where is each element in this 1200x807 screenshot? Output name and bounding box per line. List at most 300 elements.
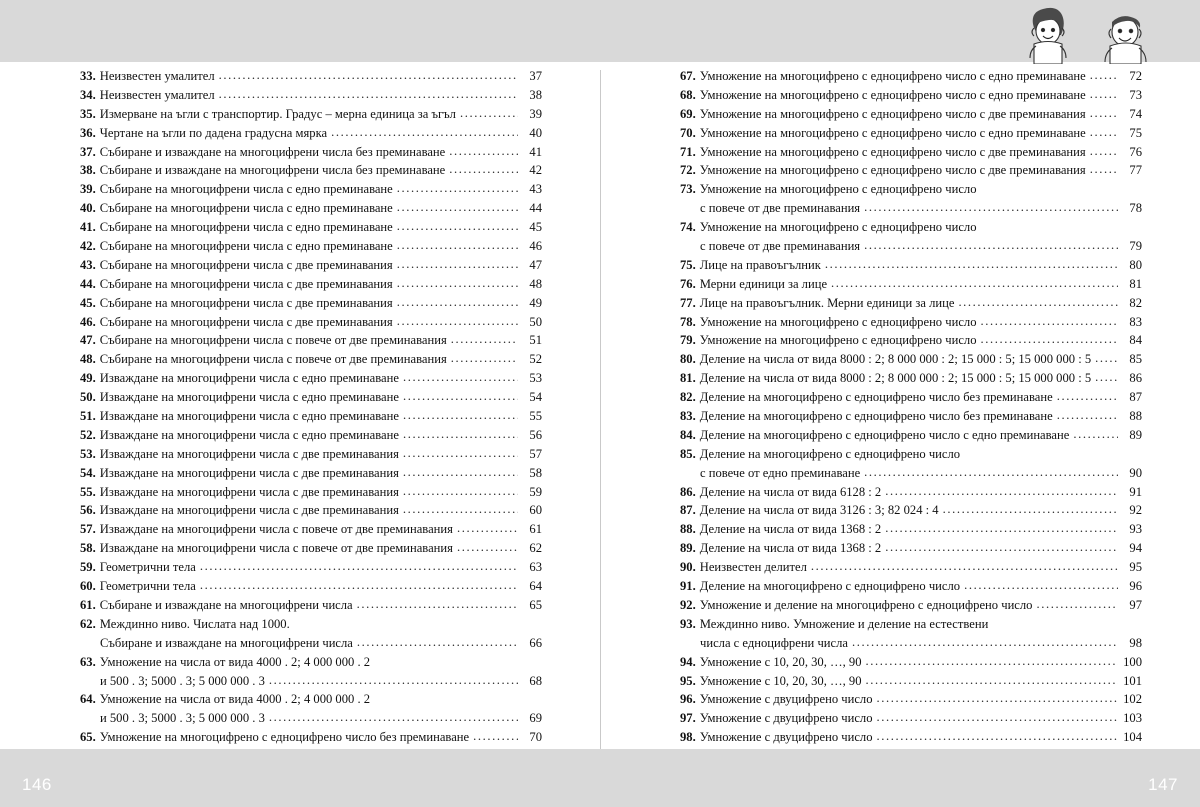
entry-page: 79: [1129, 239, 1142, 254]
entry-page: 37: [529, 69, 542, 83]
entry-page: 100: [1123, 654, 1142, 669]
entry-number: 98.: [680, 730, 696, 745]
leader-dots: [397, 182, 518, 195]
toc-column-left: [0, 70, 600, 769]
leader-dots: [864, 201, 1118, 214]
leader-dots: [357, 598, 518, 611]
leader-dots: [449, 163, 518, 176]
toc-entry[interactable]: [80, 297, 542, 310]
leader-dots: [866, 655, 1119, 668]
leader-dots: [877, 711, 1118, 724]
entry-number: 60.: [80, 579, 96, 594]
leader-dots: [397, 239, 518, 252]
entry-page: 59: [529, 484, 542, 499]
entry-number: 38.: [80, 163, 96, 178]
entry-number: 54.: [80, 465, 96, 480]
entry-number: 83.: [680, 409, 696, 424]
entry-title: Събиране на многоцифрени числа с две преминавания: [99, 257, 393, 272]
entry-number: 67.: [680, 69, 696, 83]
entry-title: Умножение на многоцифрено с едноцифрено число: [699, 333, 977, 348]
toc-entry-continuation[interactable]: [680, 202, 1142, 215]
toc-entry[interactable]: [680, 448, 1142, 461]
leader-dots: [877, 730, 1118, 743]
entry-page: 41: [529, 144, 542, 159]
toc-entry[interactable]: [680, 523, 1142, 536]
entry-title: с повече от две преминавания: [700, 201, 861, 216]
entry-title: Събиране на многоцифрени числа с едно преминаване: [99, 239, 393, 254]
entry-number: 55.: [80, 484, 96, 499]
entry-page: 88: [1129, 409, 1142, 424]
toc-entry[interactable]: [680, 656, 1142, 669]
entry-title: Умножение с 10, 20, 30, …, 90: [699, 673, 862, 688]
entry-page: 46: [529, 239, 542, 254]
page-number-right: 147: [1148, 775, 1178, 794]
entry-number: 88.: [680, 522, 696, 537]
leader-dots: [1057, 390, 1118, 403]
leader-dots: [357, 636, 518, 649]
entry-page: 94: [1129, 541, 1142, 556]
entry-number: 65.: [80, 730, 96, 745]
entry-number: 52.: [80, 427, 96, 442]
entry-title: Неизвестен умалител: [99, 69, 215, 83]
entry-number: 97.: [680, 711, 696, 726]
entry-page: 101: [1123, 673, 1142, 688]
leader-dots: [811, 560, 1118, 573]
toc-entry[interactable]: [80, 108, 542, 121]
toc-entry[interactable]: [80, 221, 542, 234]
toc-entry[interactable]: [680, 542, 1142, 555]
entry-page: 84: [1129, 333, 1142, 348]
toc-entry[interactable]: [680, 693, 1142, 706]
toc-entry[interactable]: [680, 89, 1142, 102]
entry-page: 42: [529, 163, 542, 178]
leader-dots: [1090, 163, 1118, 176]
toc-entry[interactable]: [80, 146, 542, 159]
leader-dots: [981, 315, 1119, 328]
entry-number: 80.: [680, 352, 696, 367]
leader-dots: [943, 503, 1118, 516]
entry-number: 40.: [80, 201, 96, 216]
entry-number: 48.: [80, 352, 96, 367]
entry-title: Умножение на многоцифрено с едноцифрено число с две преминавания: [699, 106, 1086, 121]
entry-page: 75: [1129, 125, 1142, 140]
entry-title: с повече от две преминавания: [700, 239, 861, 254]
entry-number: 91.: [680, 579, 696, 594]
toc-entry[interactable]: [680, 675, 1142, 688]
entry-page: 54: [529, 390, 542, 405]
entry-number: 63.: [80, 654, 96, 669]
toc-entry[interactable]: [80, 618, 542, 631]
entry-title: Събиране на многоцифрени числа с две преминавания: [99, 276, 393, 291]
toc-entry[interactable]: [680, 372, 1142, 385]
toc-entry[interactable]: [80, 372, 542, 385]
entry-number: 44.: [80, 276, 96, 291]
entry-title: Деление на многоцифрено с едноцифрено число с едно преминаване: [699, 427, 1070, 442]
entry-page: 73: [1129, 87, 1142, 102]
entry-number: 62.: [80, 616, 96, 631]
toc-entry[interactable]: [80, 429, 542, 442]
entry-page: 63: [529, 560, 542, 575]
toc-entry[interactable]: [680, 278, 1142, 291]
toc-entry[interactable]: [680, 410, 1142, 423]
toc-entry[interactable]: [680, 429, 1142, 442]
entry-number: 94.: [680, 654, 696, 669]
entry-page: 64: [529, 579, 542, 594]
leader-dots: [885, 485, 1118, 498]
entry-title: Деление на числа от вида 8000 : 2; 8 000 000 : 2; 15 000 : 5; 15 000 000 : 5: [699, 352, 1092, 367]
entry-title: и 500 . 3; 5000 . 3; 5 000 000 . 3: [100, 711, 265, 726]
toc-entry[interactable]: [80, 89, 542, 102]
toc-entry-continuation[interactable]: [80, 712, 542, 725]
entry-title: Деление на многоцифрено с едноцифрено число без преминаване: [699, 390, 1053, 405]
leader-dots: [449, 145, 518, 158]
entry-number: 96.: [680, 692, 696, 707]
toc-entry[interactable]: [80, 486, 542, 499]
entry-title: Деление на числа от вида 6128 : 2: [699, 484, 882, 499]
entry-page: 74: [1129, 106, 1142, 121]
toc-entry[interactable]: [80, 353, 542, 366]
leader-dots: [831, 277, 1118, 290]
toc-entry[interactable]: [680, 618, 1142, 631]
toc-entry[interactable]: [680, 108, 1142, 121]
entry-page: 66: [529, 635, 542, 650]
leader-dots: [1090, 126, 1118, 139]
leader-dots: [403, 503, 518, 516]
bottom-footer-band: [0, 749, 1200, 807]
entry-number: 46.: [80, 314, 96, 329]
entry-page: 57: [529, 446, 542, 461]
leader-dots: [1090, 88, 1118, 101]
toc-entry[interactable]: [680, 504, 1142, 517]
toc-entry[interactable]: [680, 561, 1142, 574]
toc-entry[interactable]: [80, 599, 542, 612]
leader-dots: [403, 409, 518, 422]
toc-entry[interactable]: [680, 353, 1142, 366]
entry-page: 44: [529, 201, 542, 216]
toc-entry[interactable]: [80, 334, 542, 347]
entry-page: 39: [529, 106, 542, 121]
entry-number: 35.: [80, 106, 96, 121]
entry-number: 73.: [680, 182, 696, 197]
entry-title: Неизвестен умалител: [99, 87, 215, 102]
entry-title: Мерни единици за лице: [699, 276, 828, 291]
toc-entry[interactable]: [80, 656, 542, 669]
entry-title: Умножение и деление на многоцифрено с едноцифрено число: [699, 597, 1033, 612]
entry-title: Геометрични тела: [99, 560, 196, 575]
leader-dots: [397, 277, 518, 290]
leader-dots: [397, 201, 518, 214]
entry-number: 95.: [680, 673, 696, 688]
toc-entry[interactable]: [80, 523, 542, 536]
entry-number: 36.: [80, 125, 96, 140]
entry-number: 92.: [680, 597, 696, 612]
entry-page: 96: [1129, 579, 1142, 594]
toc-entry[interactable]: [680, 127, 1142, 140]
entry-title: Деление на многоцифрено с едноцифрено число: [699, 579, 961, 594]
entry-title: Събиране на многоцифрени числа с едно преминаване: [99, 201, 393, 216]
toc-entry[interactable]: [680, 580, 1142, 593]
entry-title: Умножение на многоцифрено с едноцифрено число с едно преминаване: [699, 87, 1086, 102]
entry-title: Събиране на многоцифрени числа с две преминавания: [99, 295, 393, 310]
leader-dots: [331, 126, 518, 139]
toc-entry[interactable]: [80, 240, 542, 253]
entry-title: Изваждане на многоцифрени числа с две преминавания: [99, 465, 399, 480]
entry-number: 56.: [80, 503, 96, 518]
entry-page: 82: [1129, 295, 1142, 310]
entry-title: Умножение на многоцифрено с едноцифрено число с две преминавания: [699, 144, 1086, 159]
entry-title: Умножение с 10, 20, 30, …, 90: [699, 654, 862, 669]
entry-page: 78: [1129, 201, 1142, 216]
entry-number: 53.: [80, 446, 96, 461]
toc-entry[interactable]: [80, 164, 542, 177]
entry-number: 59.: [80, 560, 96, 575]
entry-title: с повече от едно преминаване: [700, 465, 861, 480]
leader-dots: [403, 485, 518, 498]
entry-title: Изваждане на многоцифрени числа с две преминавания: [99, 446, 399, 461]
leader-dots: [269, 674, 518, 687]
entry-page: 72: [1129, 69, 1142, 83]
entry-title: Умножение на многоцифрено с едноцифрено число без преминаване: [99, 730, 470, 745]
table-of-contents: [0, 70, 1200, 769]
leader-dots: [397, 258, 518, 271]
entry-page: 70: [529, 730, 542, 745]
toc-entry[interactable]: [680, 183, 1142, 196]
entry-title: Умножение на многоцифрено с едноцифрено число: [699, 314, 977, 329]
entry-number: 33.: [80, 69, 96, 83]
entry-page: 49: [529, 295, 542, 310]
entry-title: Деление на числа от вида 8000 : 2; 8 000 000 : 2; 15 000 : 5; 15 000 000 : 5: [699, 371, 1092, 386]
leader-dots: [397, 220, 518, 233]
entry-title: числа с едноцифрени числа: [700, 635, 848, 650]
toc-entry[interactable]: [680, 70, 1142, 83]
entry-title: Умножение с двуцифрено число: [699, 711, 873, 726]
toc-entry[interactable]: [80, 391, 542, 404]
entry-number: 77.: [680, 295, 696, 310]
entry-number: 42.: [80, 239, 96, 254]
toc-entry[interactable]: [80, 202, 542, 215]
toc-entry[interactable]: [80, 448, 542, 461]
entry-page: 56: [529, 427, 542, 442]
entry-title: Събиране на многоцифрени числа с едно преминаване: [99, 182, 393, 197]
leader-dots: [852, 636, 1118, 649]
two-children-illustration: [1022, 6, 1172, 64]
entry-number: 68.: [680, 87, 696, 102]
entry-page: 58: [529, 465, 542, 480]
toc-entry[interactable]: [680, 486, 1142, 499]
toc-entry[interactable]: [680, 712, 1142, 725]
entry-number: 64.: [80, 692, 96, 707]
toc-entry[interactable]: [80, 731, 542, 744]
leader-dots: [269, 711, 518, 724]
entry-number: 39.: [80, 182, 96, 197]
toc-entry[interactable]: [680, 297, 1142, 310]
toc-entry-continuation[interactable]: [680, 240, 1142, 253]
entry-title: Лице на правоъгълник: [699, 257, 821, 272]
entry-title: Изваждане на многоцифрени числа с едно преминаване: [99, 390, 399, 405]
leader-dots: [403, 371, 518, 384]
entry-page: 52: [529, 352, 542, 367]
entry-title: Събиране и изваждане на многоцифрени числа: [100, 635, 353, 650]
toc-entry[interactable]: [80, 561, 542, 574]
entry-number: 69.: [680, 106, 696, 121]
entry-title: Умножение на числа от вида 4000 . 2; 4 000 000 . 2: [99, 692, 371, 707]
entry-page: 77: [1129, 163, 1142, 178]
toc-entry[interactable]: [80, 542, 542, 555]
toc-entry[interactable]: [680, 259, 1142, 272]
entry-page: 55: [529, 409, 542, 424]
leader-dots: [1090, 107, 1118, 120]
entry-number: 71.: [680, 144, 696, 159]
entry-title: Междинно ниво. Числата над 1000.: [99, 616, 290, 631]
entry-title: Умножение на многоцифрено с едноцифрено число: [699, 182, 977, 197]
leader-dots: [397, 296, 518, 309]
leader-dots: [219, 88, 518, 101]
leader-dots: [866, 674, 1119, 687]
entry-number: 70.: [680, 125, 696, 140]
leader-dots: [200, 560, 518, 573]
toc-entry[interactable]: [80, 70, 542, 83]
entry-page: 98: [1129, 635, 1142, 650]
entry-number: 90.: [680, 560, 696, 575]
leader-dots: [958, 296, 1118, 309]
entry-page: 87: [1129, 390, 1142, 405]
leader-dots: [885, 541, 1118, 554]
entry-page: 38: [529, 87, 542, 102]
entry-page: 90: [1129, 465, 1142, 480]
entry-number: 57.: [80, 522, 96, 537]
toc-entry[interactable]: [680, 391, 1142, 404]
entry-title: Умножение с двуцифрено число: [699, 692, 873, 707]
leader-dots: [981, 333, 1119, 346]
leader-dots: [457, 541, 518, 554]
toc-entry[interactable]: [80, 504, 542, 517]
entry-page: 48: [529, 276, 542, 291]
leader-dots: [451, 352, 518, 365]
leader-dots: [403, 447, 518, 460]
entry-title: Изваждане на многоцифрени числа с едно преминаване: [99, 409, 399, 424]
entry-number: 58.: [80, 541, 96, 556]
entry-title: Междинно ниво. Умножение и деление на естествени: [699, 616, 989, 631]
leader-dots: [473, 730, 518, 743]
leader-dots: [403, 466, 518, 479]
entry-title: Умножение на многоцифрено с едноцифрено число: [699, 220, 977, 235]
toc-entry[interactable]: [80, 183, 542, 196]
entry-title: Лице на правоъгълник. Мерни единици за лице: [699, 295, 955, 310]
entry-page: 86: [1129, 371, 1142, 386]
toc-entry[interactable]: [80, 278, 542, 291]
toc-entry[interactable]: [80, 693, 542, 706]
entry-number: 82.: [680, 390, 696, 405]
toc-entry[interactable]: [680, 316, 1142, 329]
leader-dots: [200, 579, 518, 592]
toc-entry-continuation[interactable]: [680, 637, 1142, 650]
toc-entry-continuation[interactable]: [680, 467, 1142, 480]
leader-dots: [451, 333, 518, 346]
entry-page: 65: [529, 597, 542, 612]
toc-entry[interactable]: [680, 334, 1142, 347]
entry-page: 103: [1123, 711, 1142, 726]
entry-number: 45.: [80, 295, 96, 310]
toc-entry[interactable]: [80, 127, 542, 140]
entry-page: 53: [529, 371, 542, 386]
entry-page: 47: [529, 257, 542, 272]
entry-title: Събиране на многоцифрени числа с повече от две преминавания: [99, 352, 447, 367]
leader-dots: [1090, 69, 1118, 82]
entry-number: 74.: [680, 220, 696, 235]
entry-title: Умножение на многоцифрено с едноцифрено число с две преминавания: [699, 163, 1086, 178]
entry-title: Деление на многоцифрено с едноцифрено число: [699, 446, 961, 461]
entry-title: Изваждане на многоцифрени числа с две преминавания: [99, 484, 399, 499]
entry-title: Умножение на многоцифрено с едноцифрено число с едно преминаване: [699, 125, 1086, 140]
leader-dots: [825, 258, 1118, 271]
toc-entry[interactable]: [80, 467, 542, 480]
leader-dots: [1036, 598, 1118, 611]
entry-page: 60: [529, 503, 542, 518]
toc-entry[interactable]: [80, 259, 542, 272]
toc-entry-continuation[interactable]: [80, 637, 542, 650]
leader-dots: [1073, 428, 1118, 441]
entry-number: 47.: [80, 333, 96, 348]
entry-page: 104: [1123, 730, 1142, 745]
entry-title: Измерване на ъгли с транспортир. Градус – мерна единица за ъгъл: [99, 106, 456, 121]
toc-entry[interactable]: [80, 316, 542, 329]
entry-number: 86.: [680, 484, 696, 499]
entry-number: 61.: [80, 597, 96, 612]
entry-number: 84.: [680, 427, 696, 442]
entry-page: 68: [529, 673, 542, 688]
entry-page: 83: [1129, 314, 1142, 329]
entry-page: 40: [529, 125, 542, 140]
entry-title: Събиране и изваждане на многоцифрени числа без преминаване: [99, 144, 446, 159]
entry-number: 85.: [680, 446, 696, 461]
entry-page: 61: [529, 522, 542, 537]
entry-title: Събиране на многоцифрени числа с две преминавания: [99, 314, 393, 329]
entry-title: Изваждане на многоцифрени числа с повече от две преминавания: [99, 522, 453, 537]
entry-page: 80: [1129, 257, 1142, 272]
entry-title: Геометрични тела: [99, 579, 196, 594]
entry-number: 50.: [80, 390, 96, 405]
entry-title: Събиране и изваждане на многоцифрени числа без преминаване: [99, 163, 446, 178]
toc-entry[interactable]: [80, 580, 542, 593]
leader-dots: [460, 107, 518, 120]
entry-page: 93: [1129, 522, 1142, 537]
entry-title: Умножение на числа от вида 4000 . 2; 4 000 000 . 2: [99, 654, 371, 669]
entry-page: 102: [1123, 692, 1142, 707]
entry-page: 43: [529, 182, 542, 197]
toc-entry[interactable]: [80, 410, 542, 423]
entry-number: 79.: [680, 333, 696, 348]
toc-entry[interactable]: [680, 731, 1142, 744]
entry-title: Деление на числа от вида 1368 : 2: [699, 522, 882, 537]
leader-dots: [457, 522, 518, 535]
entry-page: 50: [529, 314, 542, 329]
entry-number: 49.: [80, 371, 96, 386]
entry-title: Изваждане на многоцифрени числа с повече от две преминавания: [99, 541, 453, 556]
top-header-band: [0, 0, 1200, 62]
entry-title: и 500 . 3; 5000 . 3; 5 000 000 . 3: [100, 673, 265, 688]
toc-entry-continuation[interactable]: [80, 675, 542, 688]
toc-entry[interactable]: [680, 164, 1142, 177]
entry-page: 97: [1129, 597, 1142, 612]
toc-entry[interactable]: [680, 146, 1142, 159]
entry-title: Събиране на многоцифрени числа с повече от две преминавания: [99, 333, 447, 348]
entry-number: 78.: [680, 314, 696, 329]
toc-entry[interactable]: [680, 221, 1142, 234]
entry-page: 95: [1129, 560, 1142, 575]
toc-entry[interactable]: [680, 599, 1142, 612]
entry-number: 43.: [80, 257, 96, 272]
leader-dots: [864, 239, 1118, 252]
